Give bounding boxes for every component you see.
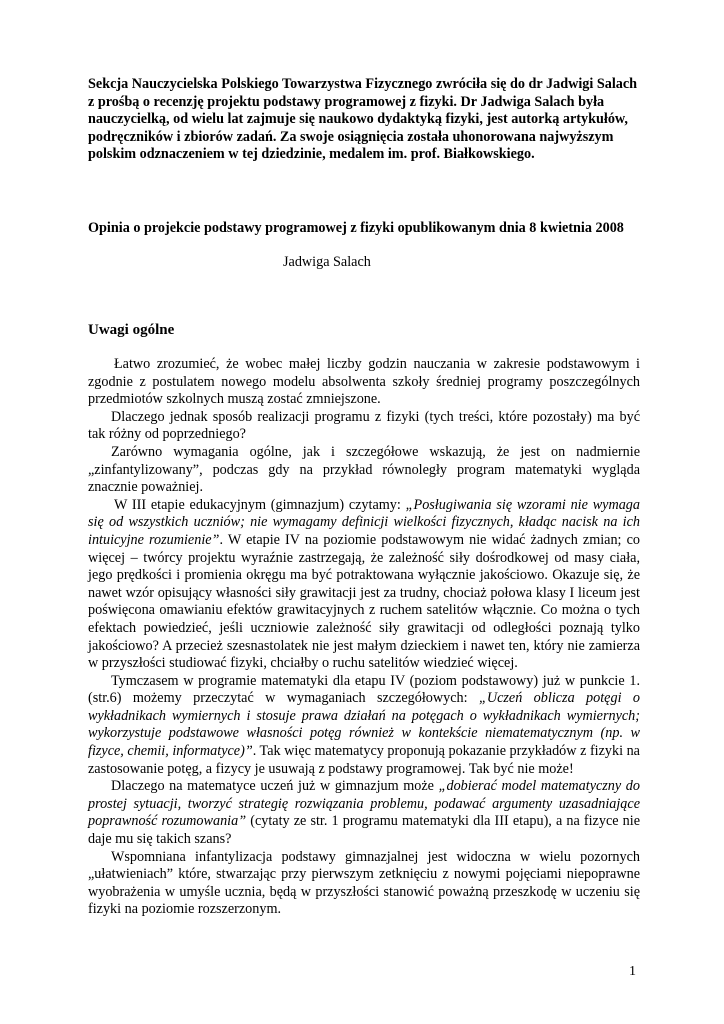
paragraph-5-text-a: Tymczasem w programie matematyki dla etapu IV (poziom podstawowy) już w punkcie 1. (str.6) możemy przeczytać w wymaganiach szczegółowych: — [88, 672, 640, 707]
document-title: Opinia o projekcie podstawy programowej z fizyki opublikowanym dnia 8 kwietnia 2008 — [88, 220, 624, 236]
paragraph-6-quote: „dobierać model matematyczny do prostej sytuacji, tworzyć strategię rozwiązania problemu, podawać argumenty uzasadniające poprawność rozumowania” — [88, 778, 640, 830]
paragraph-4-text-b: . W etapie IV na poziomie podstawowym nie widać żadnych zmian; co więcej – twórcy projektu wyraźnie zastrzegają, że zależność siły dośrodkowej od masy ciała, jego prędkości i promienia okręgu ma być potraktowana wyłącznie jakościowo. Okazuje się, że nawet wzór opisujący własności siły grawitacji jest za trudny, chociaż połowa klasy I liceum jest poświęcona omawianiu efektów grawitacyjnych z ruchem satelitów włącznie. Co można o tych efektach powiedzieć, jeśli uczniowie zależność siły grawitacji od odległości poznają tylko jakościowo? A przecież szesnastolatek nie jest małym dzieckiem i nawet ten, który nie zamierza w przyszłości studiować fizyki, chciałby o ruchu satelitów wiedzieć więcej. — [88, 531, 640, 672]
paragraph-7: Wspomniana infantylizacja podstawy gimnazjalnej jest widoczna w wielu pozornych „ułatwieniach” które, stwarzając przy pierwszym zetknięciu z nowymi pojęciami niepoprawne wyobrażenia w umyśle ucznia, będą w przyszłości stanowić poważną przeszkodę w uczeniu się fizyki na poziomie rozszerzonym. — [88, 848, 640, 918]
page-number: 1 — [629, 964, 636, 979]
paragraph-5-text-b: . Tak więc matematycy proponują pokazanie przykładów z fizyki na zastosowanie potęg, a fizycy je usuwają z podstawy programowej. Tak być nie może! — [88, 743, 640, 777]
intro-paragraph: Sekcja Nauczycielska Polskiego Towarzystwa Fizycznego zwróciła się do dr Jadwigi Salach z prośbą o recenzję projektu podstawy programowej z fizyki. Dr Jadwiga Salach była nauczycielką, od wielu lat zajmuje się naukowo dydaktyką fizyki, jest autorką artykułów, podręczników i zbiorów zadań. Za swoje osiągnięcia została uhonorowana najwyższym polskim odznaczeniem w tej dziedzinie, medalem im. prof. Białkowskiego. — [88, 76, 638, 163]
section-heading: Uwagi ogólne — [88, 322, 175, 338]
paragraph-2: Dlaczego jednak sposób realizacji programu z fizyki (tych treści, które pozostały) ma być tak różny od poprzedniego? — [88, 408, 640, 443]
paragraph-5 — [88, 673, 640, 779]
paragraph-4 — [88, 497, 640, 673]
paragraph-6-text-a: Dlaczego na matematyce uczeń już w gimnazjum może — [111, 778, 439, 795]
author-name: Jadwiga Salach — [283, 254, 371, 270]
paragraph-5-quote: „Uczeń oblicza potęgi o wykładnikach wymiernych i stosuje prawa działań na potęgach o wykładnikach wymiernych; wykorzystuje podstawowe własności potęg również w kontekście niematematycznym (np. w fizyce, chemii, informatyce)” — [88, 690, 640, 760]
paragraph-6-text-b: (cytaty ze str. 1 programu matematyki dla III etapu), a na fizyce nie daje mu się takich szans? — [88, 813, 640, 848]
paragraph-1: Łatwo zrozumieć, że wobec małej liczby godzin nauczania w zakresie podstawowym i zgodnie z postulatem nowego modelu absolwenta szkoły średniej programy poszczególnych przedmiotów szkolnych muszą zostać zmniejszone. — [88, 356, 640, 408]
paragraph-4-text-a: W III etapie edukacyjnym (gimnazjum) czytamy: — [114, 496, 406, 513]
paragraph-3: Zarówno wymagania ogólne, jak i szczegółowe wskazują, że jest on nadmiernie „zinfantylizowany”, podczas gdy na przykład równoległy program matematyki wygląda znacznie poważniej. — [88, 443, 640, 496]
body-text — [88, 356, 640, 919]
paragraph-6 — [88, 778, 640, 848]
paragraph-4-quote: „Posługiwania się wzorami nie wymaga się od wszystkich uczniów; nie wymagamy definicji wielkości fizycznych, kładąc nacisk na ich intuicyjne rozumienie” — [88, 496, 640, 548]
